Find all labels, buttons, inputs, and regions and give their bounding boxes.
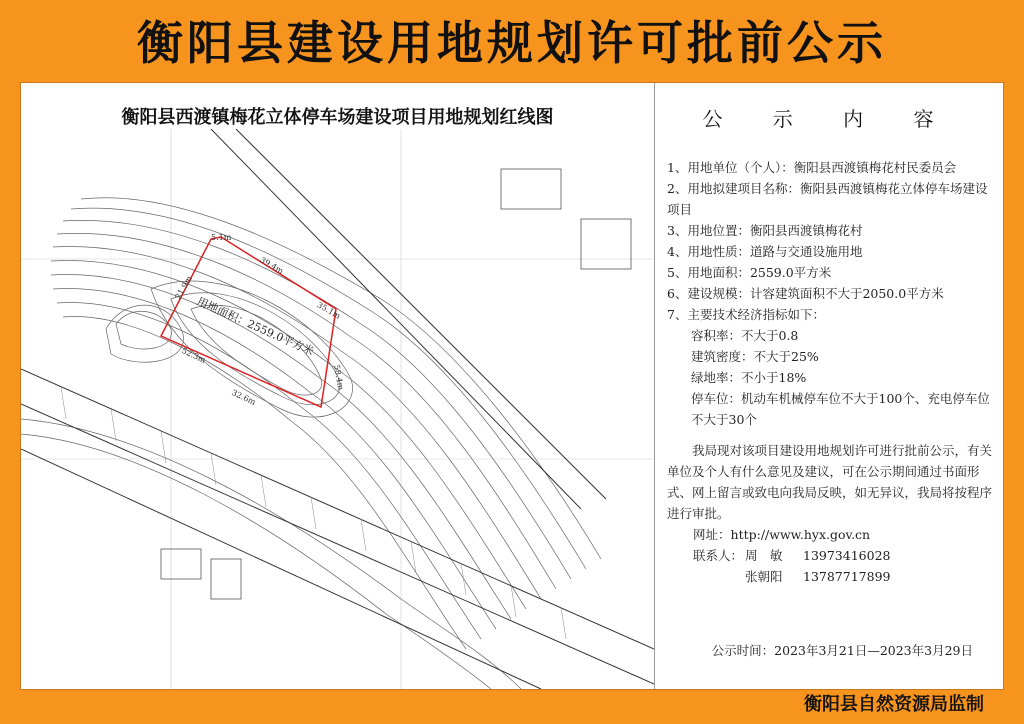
redline-map bbox=[21, 129, 654, 689]
contact-name: 张朝阳 bbox=[745, 569, 783, 584]
supervisor-label: 衡阳县自然资源局监制 bbox=[804, 694, 984, 715]
notice-item: 5、用地面积：2559.0平方米 bbox=[667, 265, 832, 280]
publish-time: 公示时间：2023年3月21日—2023年3月29日 bbox=[711, 643, 973, 658]
indicator-density: 建筑密度：不大于25% bbox=[691, 349, 819, 364]
contact-phone: 13973416028 bbox=[803, 548, 891, 563]
website-label: 网址： bbox=[693, 527, 731, 542]
notice-body bbox=[667, 157, 993, 587]
dim-label-upper-right: 39.4m bbox=[258, 255, 285, 276]
map-grid bbox=[21, 129, 654, 689]
notice-item: 3、用地位置：衡阳县西渡镇梅花村 bbox=[667, 223, 863, 238]
map-panel bbox=[21, 83, 655, 689]
notice-board bbox=[20, 82, 1004, 690]
notice-paragraph: 我局现对该项目建设用地规划许可进行批前公示，有关单位及个人有什么意见及建议，可在公示期间通过书面形式、网上留言或致电向我局反映，如无异议，我局将按程序进行审批。 bbox=[667, 443, 993, 521]
notice-item: 1、用地单位（个人）：衡阳县西渡镇梅花村民委员会 bbox=[667, 160, 957, 175]
indicator-far: 容积率：不大于0.8 bbox=[691, 328, 799, 343]
dim-label-left-bottom: 52.3m bbox=[180, 346, 208, 365]
indicator-parking: 停车位：机动车机械停车位不大于100个、充电停车位不大于30个 bbox=[691, 391, 990, 427]
website-row bbox=[667, 524, 993, 545]
contact-name: 周 敏 bbox=[745, 548, 783, 563]
contact-label: 联系人： bbox=[693, 548, 744, 563]
notice-item: 2、用地拟建项目名称：衡阳县西渡镇梅花立体停车场建设项目 bbox=[667, 181, 988, 217]
topographic-map bbox=[21, 129, 654, 689]
dim-label-top: 5.1m bbox=[211, 233, 232, 242]
contour-lines bbox=[21, 198, 601, 689]
notice-panel bbox=[655, 83, 1003, 689]
indicator-green: 绿地率：不小于18% bbox=[691, 370, 807, 385]
dim-label-bottom: 32.6m bbox=[230, 388, 258, 407]
notice-item: 6、建设规模：计容建筑面积不大于2050.0平方米 bbox=[667, 286, 944, 301]
website-link[interactable]: http://www.hyx.gov.cn bbox=[730, 527, 871, 542]
notice-heading: 公 示 内 容 bbox=[702, 107, 956, 131]
contact-row bbox=[667, 566, 993, 587]
road bbox=[21, 129, 654, 689]
map-title: 衡阳县西渡镇梅花立体停车场建设项目用地规划红线图 bbox=[121, 107, 554, 128]
banner-title: 衡阳县建设用地规划许可批前公示 bbox=[137, 16, 887, 70]
dim-label-right-side: 58.4m bbox=[332, 364, 346, 391]
notice-item: 7、主要技术经济指标如下： bbox=[667, 307, 825, 322]
contact-row bbox=[667, 545, 993, 566]
road-hatch bbox=[61, 387, 566, 639]
dim-label-right-top: 35.1m bbox=[315, 300, 342, 321]
dim-label-left: 21.9m bbox=[173, 274, 194, 301]
area-label: 用地面积：2559.0平方米 bbox=[194, 294, 316, 359]
notice-item: 4、用地性质：道路与交通设施用地 bbox=[667, 244, 863, 259]
contact-phone: 13787717899 bbox=[803, 569, 891, 584]
